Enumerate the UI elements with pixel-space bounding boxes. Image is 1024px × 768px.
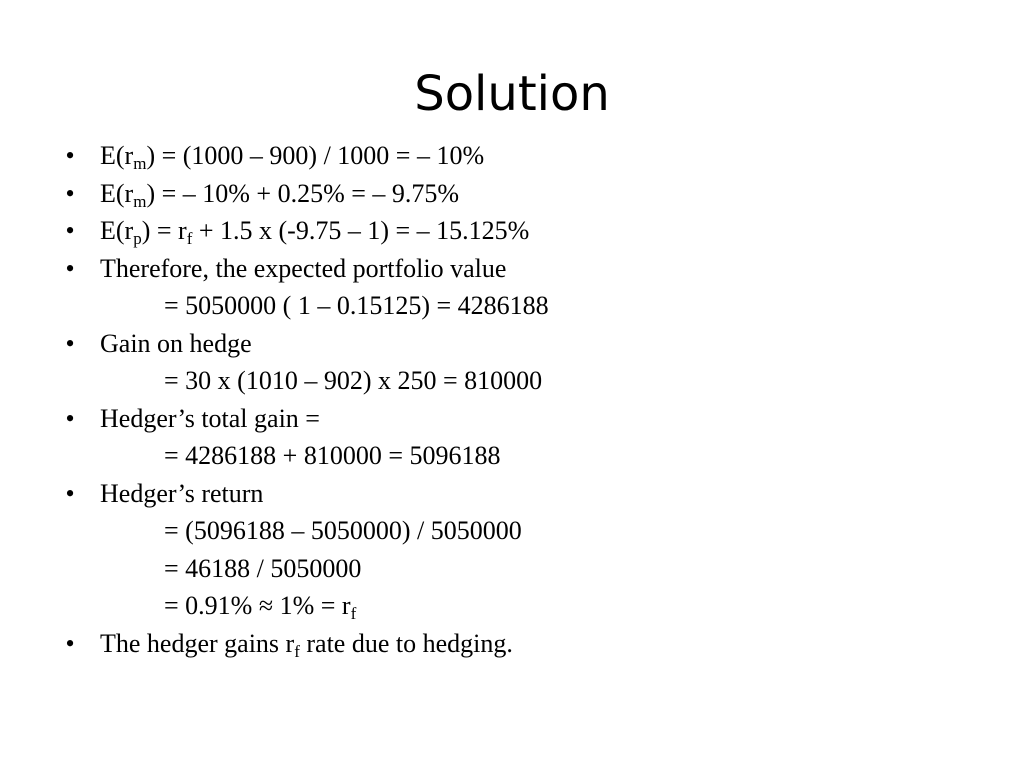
subscript: m xyxy=(133,191,147,211)
line-text: Hedger’s return xyxy=(100,478,264,508)
line-text: = 5050000 ( 1 – 0.15125) = 4286188 xyxy=(164,291,549,320)
bullet-item xyxy=(60,400,1000,438)
line-text: Therefore, the expected portfolio value xyxy=(100,253,507,283)
line-text: Hedger’s total gain = xyxy=(100,403,320,433)
line-text: = (5096188 – 5050000) / 5050000 xyxy=(164,516,522,545)
bullet-marker: • xyxy=(65,216,75,245)
bullet-marker: • xyxy=(65,403,75,433)
bullet-item xyxy=(60,250,1000,288)
bullet-item xyxy=(60,325,1000,363)
bullet-item xyxy=(60,625,1000,663)
slide-title: Solution xyxy=(414,66,610,122)
continuation-line xyxy=(60,587,1000,625)
line-text: Gain on hedge xyxy=(100,328,252,358)
bullet-marker: • xyxy=(65,628,75,658)
line-text: = 46188 / 5050000 xyxy=(164,553,362,583)
line-text: ) = (1000 – 900) / 1000 = – 10% xyxy=(146,141,485,170)
line-text: E(r xyxy=(100,178,134,208)
subscript: p xyxy=(133,229,142,248)
line-text: E(r xyxy=(100,141,134,170)
bullet-marker: • xyxy=(65,178,75,208)
bullet-marker: • xyxy=(65,141,75,170)
line-text: rate due to hedging. xyxy=(299,628,513,658)
bullet-item xyxy=(60,137,1000,175)
line-text: = 0.91% ≈ 1% = r xyxy=(164,591,351,620)
continuation-line xyxy=(60,512,1000,550)
continuation-line xyxy=(60,550,1000,588)
line-text: E(r xyxy=(100,216,134,245)
subscript: f xyxy=(294,641,300,661)
line-text: = 30 x (1010 – 902) x 250 = 810000 xyxy=(164,366,543,395)
bullet-item xyxy=(60,475,1000,513)
line-text: + 1.5 x (-9.75 – 1) = – 15.125% xyxy=(192,216,530,245)
continuation-line xyxy=(60,287,1000,325)
subscript: m xyxy=(133,154,147,173)
continuation-line xyxy=(60,362,1000,400)
line-text: ) = r xyxy=(141,216,187,245)
line-text: ) = – 10% + 0.25% = – 9.75% xyxy=(146,178,460,208)
continuation-line xyxy=(60,437,1000,475)
subscript: f xyxy=(350,604,357,623)
slide-body xyxy=(60,137,1000,662)
line-text: The hedger gains r xyxy=(100,628,295,658)
subscript: f xyxy=(186,229,193,248)
bullet-marker: • xyxy=(65,328,75,358)
line-text: = 4286188 + 810000 = 5096188 xyxy=(164,441,501,470)
bullet-marker: • xyxy=(65,253,75,283)
bullet-item xyxy=(60,175,1000,213)
bullet-item xyxy=(60,212,1000,250)
bullet-marker: • xyxy=(65,478,75,508)
